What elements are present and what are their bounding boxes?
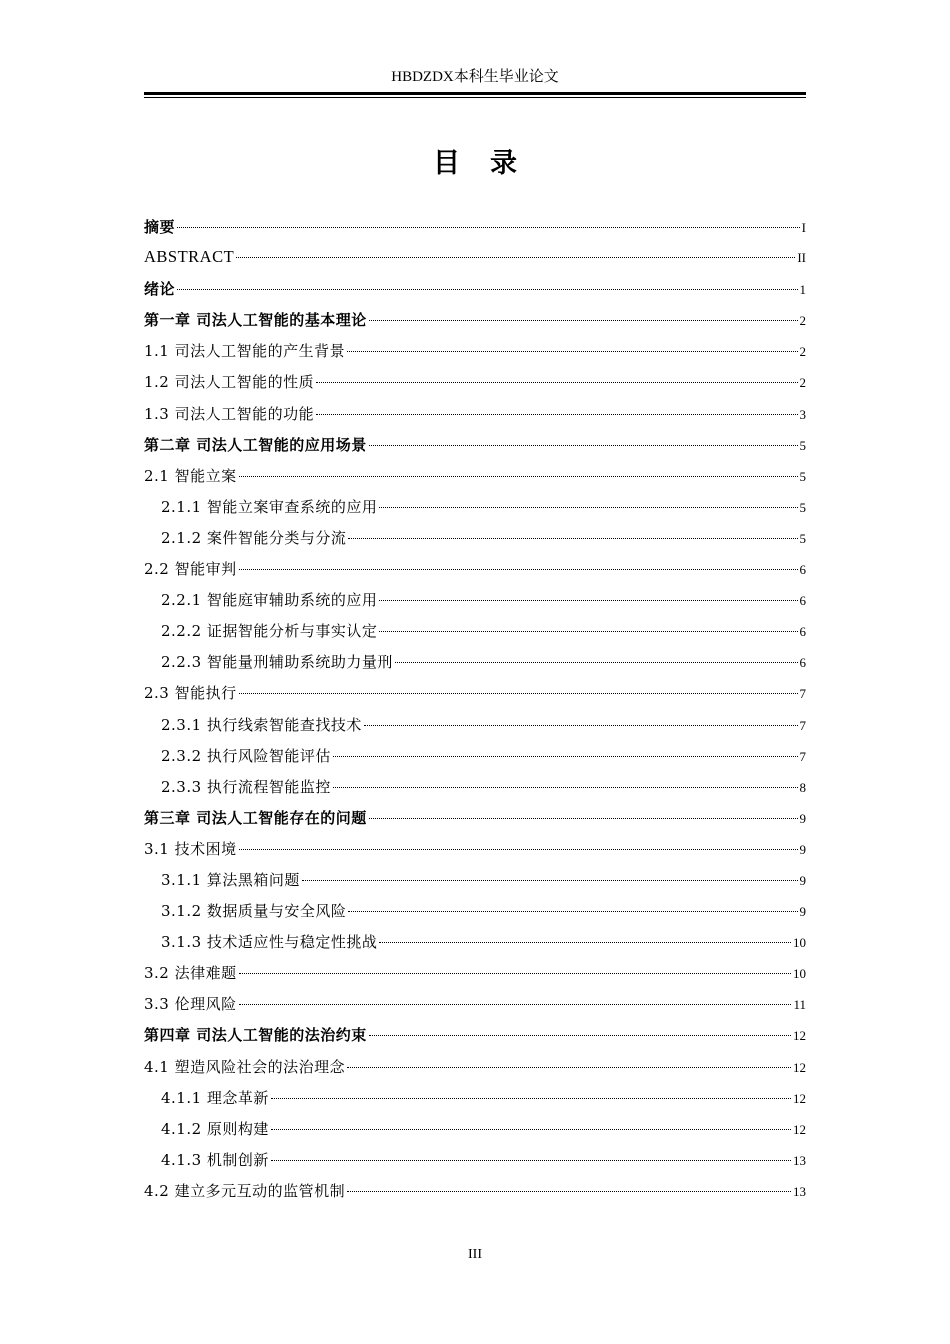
toc-dot-leader [379, 942, 791, 943]
page-title: 目录 [433, 148, 547, 179]
toc-entry-page-number: 9 [799, 904, 806, 920]
header-rule-thin [144, 97, 806, 98]
toc-dot-leader [271, 1098, 791, 1099]
toc-entry[interactable] [144, 651, 806, 682]
toc-entry-page-number: 7 [799, 748, 806, 764]
toc-dot-leader [316, 414, 797, 415]
toc-entry-page-number: 5 [799, 468, 806, 484]
toc-entry-label: 2.2 智能审判 [144, 560, 237, 579]
toc-entry-label: 3.1.2 数据质量与安全风险 [161, 902, 347, 921]
toc-entry-page-number: 6 [799, 655, 806, 671]
toc-dot-leader [395, 662, 798, 663]
toc-entry[interactable] [144, 403, 806, 434]
toc-entry[interactable] [144, 993, 806, 1024]
toc-dot-leader [239, 693, 798, 694]
toc-entry-label: 2.1.2 案件智能分类与分流 [161, 528, 347, 547]
toc-entry-label: 第三章 司法人工智能存在的问题 [144, 808, 367, 827]
toc-entry-label: 绪论 [144, 280, 176, 299]
toc-entry-label: 2.3.3 执行流程智能监控 [161, 777, 331, 796]
toc-entry[interactable] [144, 558, 806, 589]
toc-entry-page-number: 8 [799, 779, 806, 795]
toc-entry-page-number: I [801, 220, 806, 235]
toc-dot-leader [239, 973, 791, 974]
toc-entry-label: 3.1.3 技术适应性与稳定性挑战 [161, 933, 378, 952]
toc-entry[interactable] [144, 869, 806, 900]
toc-entry[interactable] [144, 1024, 806, 1055]
toc-entry-page-number: 5 [799, 437, 806, 453]
toc-entry[interactable] [144, 776, 806, 807]
toc-entry-label: 3.1 技术困境 [144, 839, 237, 858]
toc-entry-label: 4.1.1 理念革新 [161, 1088, 269, 1107]
toc-dot-leader [369, 445, 798, 446]
toc-entry-label: 4.1 塑造风险社会的法治理念 [144, 1057, 346, 1076]
toc-dot-leader [364, 725, 798, 726]
toc-entry-label: 1.1 司法人工智能的产生背景 [144, 342, 346, 361]
toc-entry-label: 2.2.3 智能量刑辅助系统助力量刑 [161, 653, 393, 672]
toc-entry[interactable] [144, 465, 806, 496]
toc-entry[interactable] [144, 682, 806, 713]
toc-entry-page-number: 5 [799, 530, 806, 546]
toc-dot-leader [379, 507, 797, 508]
toc-dot-leader [379, 600, 797, 601]
toc-entry-page-number: 12 [793, 1028, 806, 1044]
header-rule-thick [144, 92, 806, 95]
toc-entry-label: 第四章 司法人工智能的法治约束 [144, 1026, 367, 1045]
toc-entry[interactable] [144, 216, 806, 247]
toc-entry-label: 3.1.1 算法黑箱问题 [161, 870, 300, 889]
toc-entry-page-number: 1 [799, 282, 806, 298]
toc-entry[interactable] [144, 807, 806, 838]
toc-dot-leader [369, 818, 798, 819]
toc-entry-page-number: 12 [793, 1121, 806, 1137]
toc-entry-page-number: 7 [799, 717, 806, 733]
toc-dot-leader [379, 631, 797, 632]
toc-dot-leader [271, 1160, 791, 1161]
toc-entry-page-number: 2 [799, 375, 806, 391]
toc-entry-page-number: II [797, 250, 806, 266]
toc-entry[interactable] [144, 340, 806, 371]
running-header: HBDZDX本科生毕业论文 [391, 69, 559, 85]
toc-entry-label: 2.1 智能立案 [144, 466, 237, 485]
toc-dot-leader [239, 849, 798, 850]
toc-entry[interactable] [144, 278, 806, 309]
toc-entry-page-number: 9 [799, 872, 806, 888]
toc-entry-page-number: 9 [799, 810, 806, 826]
toc-entry-label: 2.3.2 执行风险智能评估 [161, 746, 331, 765]
toc-entry-label: 4.1.3 机制创新 [161, 1150, 269, 1169]
toc-entry-page-number: 12 [793, 1090, 806, 1106]
toc-entry-label: 3.2 法律难题 [144, 964, 237, 983]
toc-entry-page-number: 3 [799, 406, 806, 422]
toc-dot-leader [369, 320, 798, 321]
toc-entry-page-number: 6 [799, 624, 806, 640]
toc-entry-label: 1.3 司法人工智能的功能 [144, 404, 315, 423]
toc-entry-label: 2.2.1 智能庭审辅助系统的应用 [161, 591, 378, 610]
toc-dot-leader [347, 1191, 791, 1192]
toc-entry[interactable] [144, 309, 806, 340]
toc-entry-label: 2.3.1 执行线索智能查找技术 [161, 715, 362, 734]
toc-entry[interactable] [144, 371, 806, 402]
toc-entry-label: 2.2.2 证据智能分析与事实认定 [161, 622, 378, 641]
toc-entry-page-number: 12 [793, 1059, 806, 1075]
toc-dot-leader [347, 1067, 791, 1068]
toc-entry-page-number: 9 [799, 841, 806, 857]
toc-entry-page-number: 7 [799, 686, 806, 702]
toc-entry[interactable] [144, 900, 806, 931]
toc-dot-leader [369, 1035, 791, 1036]
toc-dot-leader [239, 569, 798, 570]
toc-entry[interactable] [144, 1087, 806, 1118]
toc-entry[interactable] [144, 838, 806, 869]
toc-dot-leader [316, 382, 797, 383]
toc-entry-label: ABSTRACT [144, 247, 235, 267]
toc-entry-page-number: 13 [793, 1183, 806, 1199]
toc-entry[interactable] [144, 714, 806, 745]
toc-entry-label: 2.1.1 智能立案审查系统的应用 [161, 497, 378, 516]
toc-entry-page-number: 5 [799, 499, 806, 515]
toc-dot-leader [302, 880, 798, 881]
toc-entry[interactable] [144, 496, 806, 527]
toc-entry[interactable] [144, 620, 806, 651]
toc-entry-page-number: 10 [793, 966, 806, 982]
toc-dot-leader [333, 756, 798, 757]
toc-entry[interactable] [144, 1180, 806, 1211]
toc-entry-label: 4.2 建立多元互动的监管机制 [144, 1181, 346, 1200]
toc-dot-leader [177, 227, 800, 228]
page-number: III [468, 1247, 482, 1262]
table-of-contents [144, 216, 806, 1211]
toc-entry-page-number: 11 [793, 997, 806, 1013]
toc-entry[interactable] [144, 931, 806, 962]
toc-entry-label: 4.1.2 原则构建 [161, 1119, 269, 1138]
toc-dot-leader [348, 538, 797, 539]
toc-entry[interactable] [144, 1056, 806, 1087]
toc-entry-page-number: 13 [793, 1152, 806, 1168]
toc-entry-label: 摘要 [144, 218, 176, 236]
toc-entry[interactable] [144, 745, 806, 776]
toc-entry-label: 1.2 司法人工智能的性质 [144, 373, 315, 392]
toc-dot-leader [333, 787, 798, 788]
toc-entry[interactable] [144, 589, 806, 620]
toc-dot-leader [177, 289, 797, 290]
toc-entry[interactable] [144, 527, 806, 558]
toc-dot-leader [239, 1004, 792, 1005]
toc-entry[interactable] [144, 962, 806, 993]
toc-entry[interactable] [144, 434, 806, 465]
toc-entry-page-number: 6 [799, 562, 806, 578]
toc-entry-label: 第二章 司法人工智能的应用场景 [144, 435, 367, 454]
toc-dot-leader [236, 257, 795, 258]
toc-entry[interactable] [144, 247, 806, 278]
toc-dot-leader [239, 476, 798, 477]
toc-entry-page-number: 6 [799, 593, 806, 609]
toc-entry-label: 2.3 智能执行 [144, 684, 237, 703]
toc-entry[interactable] [144, 1118, 806, 1149]
toc-dot-leader [348, 911, 797, 912]
toc-dot-leader [347, 351, 797, 352]
toc-entry[interactable] [144, 1149, 806, 1180]
toc-entry-page-number: 10 [793, 935, 806, 951]
toc-dot-leader [271, 1129, 791, 1130]
toc-entry-label: 3.3 伦理风险 [144, 995, 237, 1014]
toc-entry-label: 第一章 司法人工智能的基本理论 [144, 311, 367, 330]
toc-entry-page-number: 2 [799, 313, 806, 329]
toc-entry-page-number: 2 [799, 344, 806, 360]
